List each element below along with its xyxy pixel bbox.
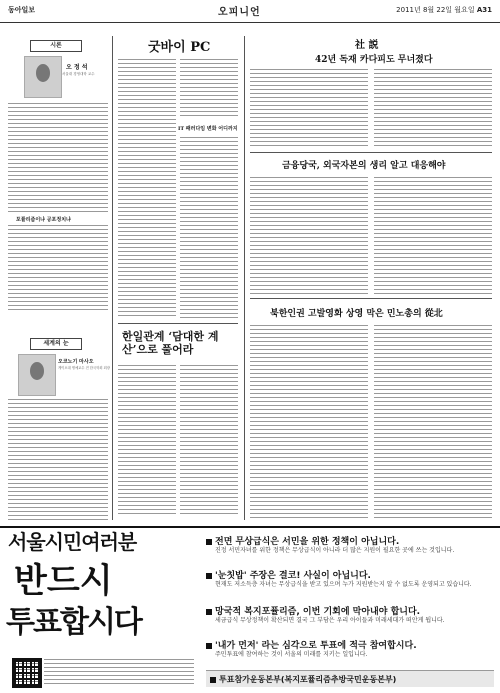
- ad-item-2-title: '눈칫밥' 주장은 결코! 사실이 아닙니다.: [215, 571, 371, 581]
- center-bottom-col1: [118, 364, 176, 514]
- vote-advertisement: [0, 526, 500, 693]
- column1-subhead: 포퓰리즘이냐 공포정치냐: [16, 217, 71, 223]
- center-divider: [118, 323, 238, 324]
- ad-item-4: [206, 638, 496, 659]
- column-label-world: 세계의 눈: [30, 338, 82, 350]
- ad-item-1-text: 진정 서민자녀를 위한 정책은 무상급식이 아니라 더 많은 지원이 필요한 곳에 쓰는 것입니다.: [215, 547, 455, 554]
- ad-footer-text: 투표참가운동본부(복지포퓰리즘추방국민운동본부): [219, 675, 397, 684]
- center-top-col2b: [180, 136, 238, 318]
- author-photo-2: [18, 354, 56, 396]
- paper-name-date: 동아일보: [8, 6, 36, 14]
- ad-small-text: [44, 658, 194, 686]
- author-name-1: 오 정 석: [66, 64, 88, 71]
- headline-goodbye-pc: 굿바이 PC: [148, 40, 211, 55]
- page-header: [0, 0, 500, 23]
- editorial-divider: [244, 36, 245, 520]
- ad-item-3-text: 세금급식 무상정책이 확산되면 결국 그 부담은 우리 아이들과 미래세대가 떠안게 됩니다.: [215, 617, 445, 624]
- editorial-1-col1: [250, 68, 368, 148]
- editorial-rule-2: [250, 298, 492, 299]
- date-page: 2011년 8월 22일 월요일 A31: [396, 6, 492, 14]
- editorial-head-2: 금융당국, 외국자본의 생리 알고 대응해야: [282, 161, 446, 171]
- column2-body: [8, 398, 108, 520]
- ad-big-line-1: 서울시민여러분: [8, 530, 137, 554]
- editorial-2-col2: [374, 176, 492, 294]
- editorial-3-col2: [374, 324, 492, 520]
- author-name-2: 오코노기 마사오: [58, 359, 94, 365]
- headline-korea-japan: 한일관계 ‘담대한 계산’으로 풀어라: [122, 330, 219, 356]
- author-desc-2: 게이오대 명예교수 전 한국학회 회장: [58, 366, 110, 370]
- column1-body-top: [8, 102, 108, 212]
- ad-item-1: [206, 534, 496, 555]
- ad-item-4-text: 주민투표에 참여하는 것이 서울의 미래를 지키는 일입니다.: [215, 651, 368, 658]
- editorial-1-col2: [374, 68, 492, 148]
- qr-code-icon: [12, 658, 42, 688]
- square-bullet-icon: [206, 609, 212, 615]
- ad-item-3-title: 망국적 복지포퓰리즘, 이번 기회에 막아내야 합니다.: [215, 607, 421, 617]
- column1-body-bottom: [8, 224, 108, 312]
- subhead-it: IT 패러다임 변화 어디까지: [178, 126, 238, 132]
- center-bottom-col2: [180, 364, 238, 514]
- editorial-head-1: 42년 독재 카다피도 무너졌다: [315, 55, 433, 65]
- editorial-3-col1: [250, 324, 368, 520]
- ad-item-3: [206, 604, 496, 625]
- square-bullet-icon: [206, 539, 212, 545]
- ad-item-4-title: '내가 먼저' 라는 심각으로 투표에 적극 참여합시다.: [215, 641, 417, 651]
- editorial-label: 社 説: [355, 40, 379, 51]
- section-title: 오피니언: [218, 7, 261, 18]
- square-bullet-icon: [206, 643, 212, 649]
- editorial-head-3: 북한인권 고발영화 상영 막은 민노총의 從北: [270, 309, 443, 319]
- center-top-col1: [118, 58, 176, 318]
- ad-big-line-3: 투표합시다: [6, 605, 141, 640]
- editorial-2-col1: [250, 176, 368, 294]
- ad-item-2: [206, 568, 496, 589]
- author-desc-1: 서울대 경영대학 교수: [62, 72, 95, 76]
- author-photo-1: [24, 56, 62, 98]
- square-bullet-icon: [206, 573, 212, 579]
- ad-item-2-text: 현재도 저소득층 자녀는 무상급식을 받고 있으며 누가 지원받는지 알 수 없도록 운영되고 있습니다.: [215, 581, 472, 588]
- ad-footer: [206, 670, 494, 687]
- square-bullet-icon: [210, 677, 216, 683]
- ad-big-line-2: 반드시: [14, 561, 113, 601]
- column-divider: [112, 36, 113, 520]
- center-top-col2a: [180, 58, 238, 118]
- editorial-rule-1: [250, 152, 492, 153]
- ad-item-1-title: 전면 무상급식은 서민을 위한 정책이 아닙니다.: [215, 537, 400, 547]
- column-label-sisron: 시론: [30, 40, 82, 52]
